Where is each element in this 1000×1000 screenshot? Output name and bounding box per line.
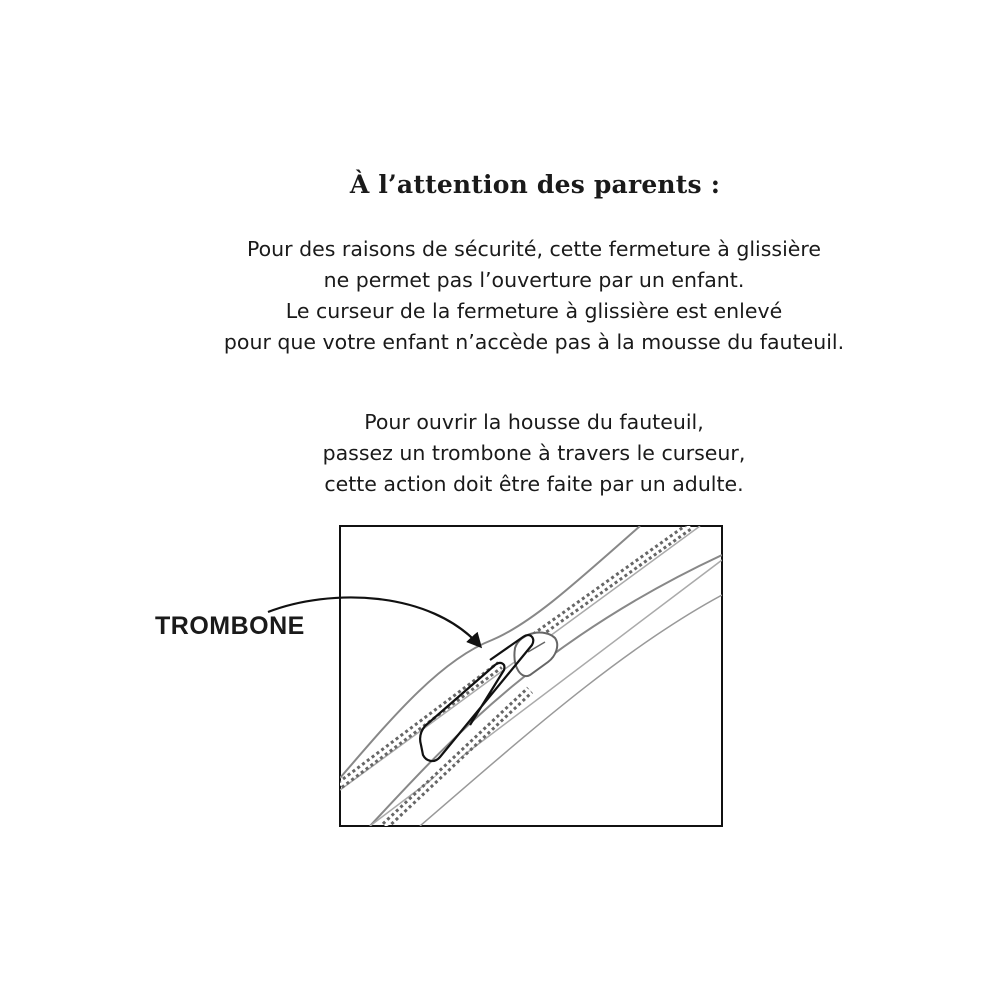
safety-line: pour que votre enfant n’accède pas à la mousse du fauteuil.	[223, 330, 845, 354]
safety-line: Pour des raisons de sécurité, cette fermeture à glissière	[247, 237, 821, 261]
safety-line: Le curseur de la fermeture à glissière est enlevé	[285, 299, 783, 323]
instruction-line: cette action doit être faite par un adulte.	[324, 472, 744, 496]
trombone-label: TROMBONE	[155, 612, 305, 640]
instruction-line: Pour ouvrir la housse du fauteuil,	[364, 410, 704, 434]
notice-title: À l’attention des parents :	[349, 170, 721, 199]
illustration-frame	[340, 526, 722, 826]
safety-line: ne permet pas l’ouverture par un enfant.	[323, 268, 745, 292]
instruction-line: passez un trombone à travers le curseur,	[322, 441, 746, 465]
